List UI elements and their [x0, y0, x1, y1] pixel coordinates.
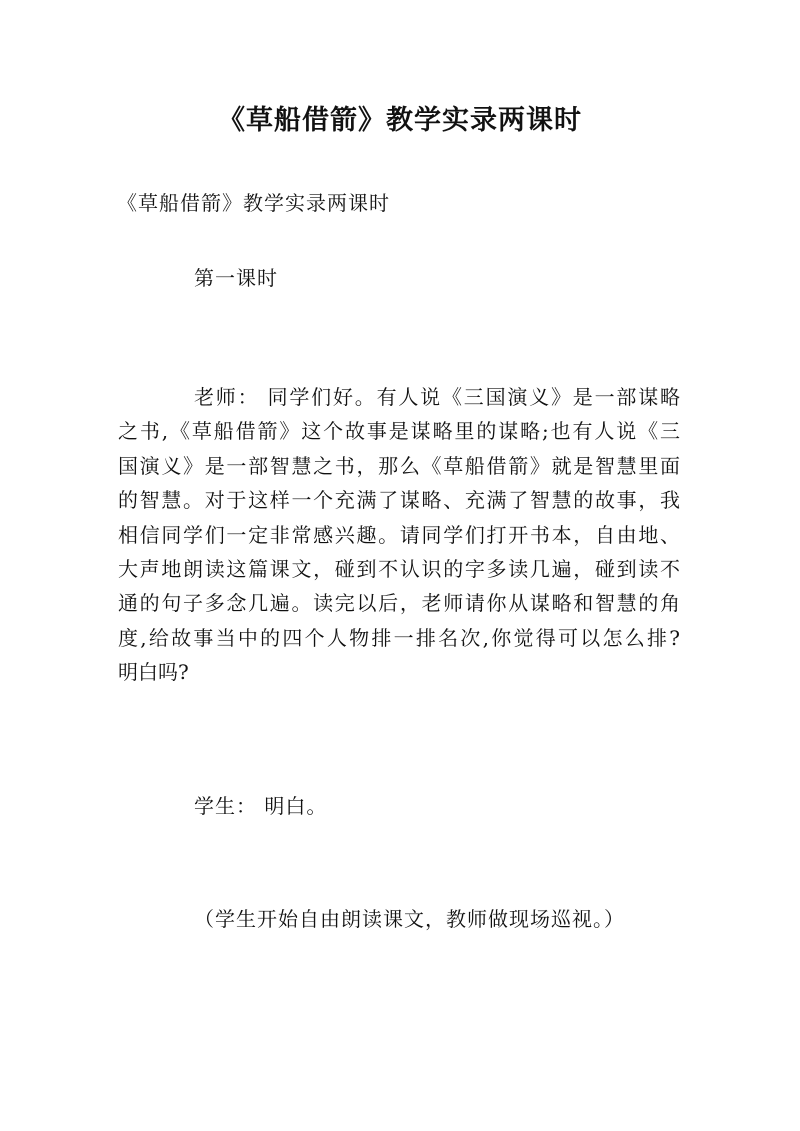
- paragraph-line: 国演义》是一部智慧之书，那么《草船借箭》就是智慧里面: [118, 453, 680, 478]
- document-title: 《草船借箭》教学实录两课时: [218, 105, 582, 136]
- stage-note: （学生开始自由朗读课文，教师做现场巡视。）: [194, 907, 625, 931]
- paragraph-line: 大声地朗读这篇课文，碰到不认识的字多读几遍，碰到读不: [118, 557, 680, 582]
- teacher-paragraph: [118, 380, 680, 690]
- paragraph-line: 通的句子多念几遍。读完以后，老师请你从谋略和智慧的角: [118, 591, 680, 616]
- lesson-heading: 第一课时: [194, 266, 278, 290]
- paragraph-line: 明白吗?: [118, 660, 189, 685]
- paragraph-line: 相信同学们一定非常感兴趣。请同学们打开书本，自由地、: [118, 522, 680, 547]
- paragraph-line: 度,给故事当中的四个人物排一排名次,你觉得可以怎么排?: [118, 625, 680, 650]
- paragraph-line: 老师： 同学们好。有人说《三国演义》是一部谋略: [194, 385, 680, 409]
- paragraph-line: 之书,《草船借箭》这个故事是谋略里的谋略;也有人说《三: [118, 419, 680, 444]
- paragraph-line: 的智慧。对于这样一个充满了谋略、充满了智慧的故事，我: [118, 488, 680, 513]
- document-subtitle: 《草船借箭》教学实录两课时: [117, 191, 390, 215]
- student-reply: 学生： 明白。: [194, 794, 328, 818]
